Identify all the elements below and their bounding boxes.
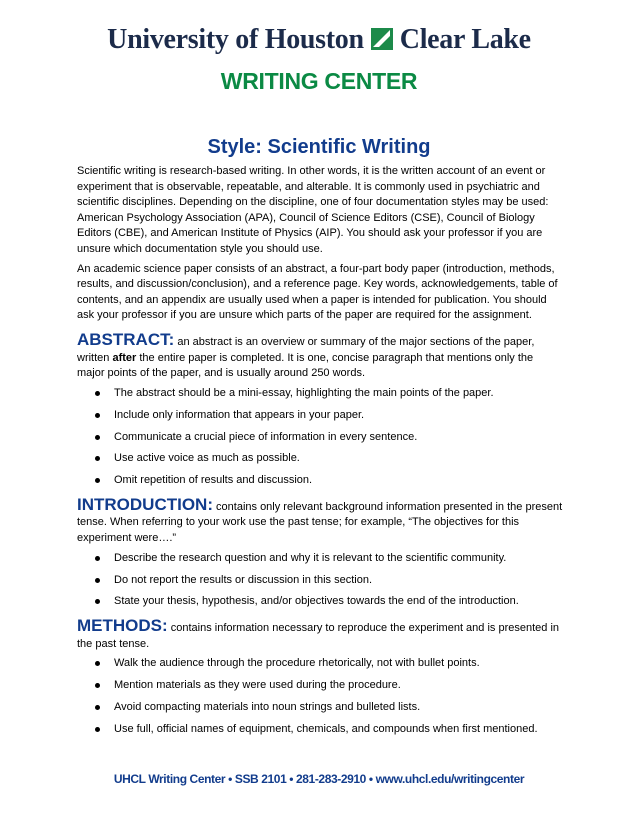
list-item (77, 451, 563, 467)
list-item-text: Walk the audience through the procedure rhetorically, not with bullet points. (114, 657, 480, 670)
bullet-icon (95, 705, 100, 710)
document-body (77, 164, 563, 744)
intro-paragraph-2: An academic science paper consists of an abstract, a four-part body paper (introduction, methods, results, and discussion/conclusion), and a reference page. Key words, acknowledgements, table of contents, and an appendix are usually used when a paper is intended for publication. You should ask your professor if you are unsure which parts of the paper are required for the assignment. (77, 262, 558, 322)
methods-text: contains information necessary to reproduce the experiment and is presented in the past tense. (77, 622, 560, 650)
bullet-icon (95, 661, 100, 666)
bullet-icon (95, 391, 100, 396)
list-item (77, 551, 563, 567)
list-item (77, 430, 563, 446)
list-item (77, 573, 563, 589)
abstract-paragraph (77, 329, 563, 382)
list-item (77, 678, 563, 694)
introduction-bullet-list (77, 551, 563, 610)
intro-paragraph-1: Scientific writing is research-based writing. In other words, it is the written account of an event or experiment that is observable, repeatable, and alterable. It is commonly used in psychiatric and scientific disciplines. Depending on the discipline, one of four documentation styles may be used: American Psychology Association (APA), Council of Science Editors (CSE), Council of Biology Editors (CBE), and American Institute of Physics (AIP). You should ask your professor if you are unsure which documentation style you should use. (77, 165, 549, 255)
list-item-text: Use full, official names of equipment, chemicals, and compounds when first mentioned. (114, 722, 538, 735)
list-item-text: Mention materials as they were used during the procedure. (114, 679, 401, 692)
list-item-text: State your thesis, hypothesis, and/or objectives towards the end of the introduction. (114, 595, 519, 608)
list-item (77, 594, 563, 610)
list-item-text: Do not report the results or discussion in this section. (114, 573, 373, 586)
methods-bullet-list (77, 656, 563, 737)
university-logo (0, 24, 638, 56)
list-item-text: Describe the research question and why it is relevant to the scientific community. (114, 551, 507, 564)
introduction-paragraph (77, 494, 563, 547)
bullet-icon (95, 478, 100, 483)
abstract-text-2: the entire paper is completed. It is one, concise paragraph that mentions only the major points of the paper, and is usually around 250 words. (77, 351, 534, 380)
list-item-text: Communicate a crucial piece of information in every sentence. (114, 430, 418, 443)
uhcl-logo-icon (371, 28, 393, 50)
list-item-text: Include only information that appears in your paper. (114, 408, 365, 421)
page-footer: UHCL Writing Center • SSB 2101 • 281-283-2910 • www.uhcl.edu/writingcenter (113, 772, 525, 786)
list-item-text: Avoid compacting materials into noun strings and bulleted lists. (114, 701, 421, 713)
list-item-text: Omit repetition of results and discussion. (114, 474, 313, 487)
abstract-heading: ABSTRACT: (77, 329, 175, 349)
list-item (77, 722, 563, 738)
bullet-icon (95, 683, 100, 688)
bullet-icon (95, 413, 100, 418)
abstract-bullet-list (77, 386, 563, 489)
list-item (77, 700, 563, 716)
bullet-icon (95, 556, 100, 561)
campus-name: Clear Lake (399, 24, 531, 55)
methods-paragraph (77, 618, 563, 652)
list-item (77, 656, 563, 672)
writing-center-title: WRITING CENTER (220, 68, 418, 94)
list-item (77, 473, 563, 489)
introduction-heading: INTRODUCTION: (77, 494, 213, 514)
university-name: University of Houston (107, 24, 364, 55)
abstract-text-1: an abstract is an overview or summary of the major sections of the paper, written (77, 335, 535, 364)
list-item-text: The abstract should be a mini-essay, highlighting the main points of the paper. (114, 386, 494, 399)
methods-heading: METHODS: (77, 616, 168, 636)
bullet-icon (95, 578, 100, 583)
bullet-icon (95, 435, 100, 440)
bullet-icon (95, 599, 100, 604)
list-item (77, 408, 563, 424)
bullet-icon (95, 727, 100, 732)
introduction-text: contains only relevant background information presented in the present tense. When referring to your work use the past tense; for example, “The objectives for this experiment were….” (77, 500, 563, 545)
abstract-emphasis: after (112, 351, 137, 364)
list-item (77, 386, 563, 402)
bullet-icon (95, 456, 100, 461)
list-item-text: Use active voice as much as possible. (114, 452, 300, 465)
page-title: Style: Scientific Writing (207, 136, 431, 158)
